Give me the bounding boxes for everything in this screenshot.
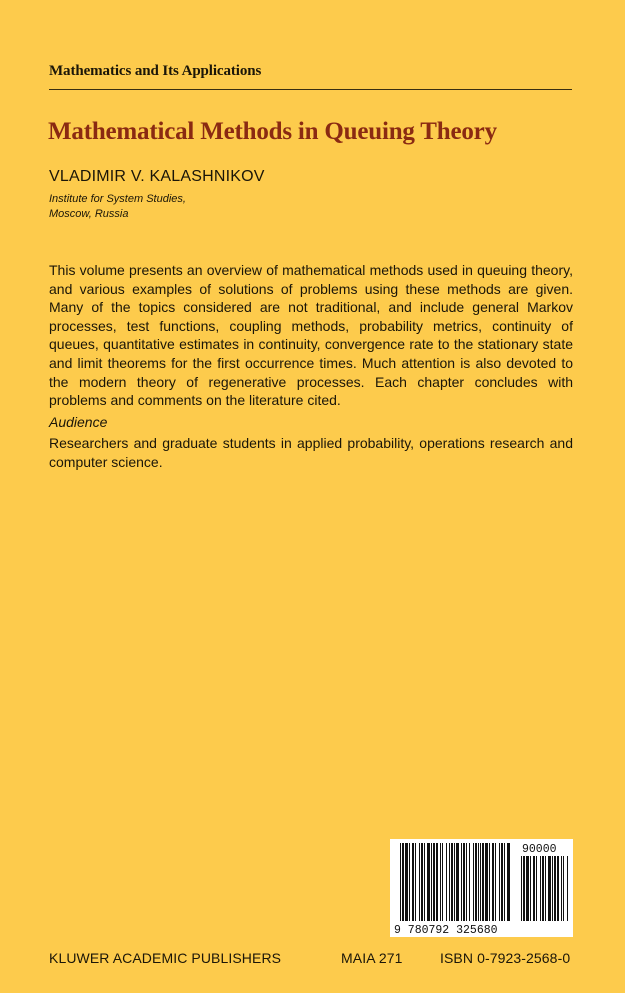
barcode-bar xyxy=(466,843,467,921)
barcode-bars xyxy=(400,843,510,921)
barcode-bar xyxy=(489,843,490,921)
barcode-bar xyxy=(480,843,481,921)
barcode-bar xyxy=(521,856,522,921)
barcode-bar xyxy=(427,843,430,921)
barcode-bar xyxy=(412,843,414,921)
book-abstract: This volume presents an overview of mathematical methods used in queuing theory, and various examples of solutions of problems using these methods are given. Many of the topics considered are not traditional, and include general Markov processes, test functions, coupling methods, probability metrics, continuity of queues, quantitative estimates in continuity, convergence rate to the stationary state and limit theorems for the first occurrence times. Much attention is also devoted to the modern theory of regenerative processes. Each chapter concludes with problems and comments on the literature cited. xyxy=(49,262,573,409)
isbn-barcode xyxy=(390,839,573,937)
barcode-addon-bars xyxy=(521,856,568,921)
audience-text: Researchers and graduate students in applied probability, operations research and computer science. xyxy=(49,435,573,470)
barcode-bar xyxy=(469,843,470,921)
barcode-bar xyxy=(433,843,435,921)
barcode-bar xyxy=(495,843,496,921)
barcode-bar xyxy=(424,843,425,921)
series-code: MAIA 271 xyxy=(341,950,403,966)
barcode-bar xyxy=(421,843,423,921)
barcode-bar xyxy=(540,856,541,921)
barcode-bar xyxy=(542,856,544,921)
barcode-bar xyxy=(554,856,556,921)
affiliation-line-1: Institute for System Studies, xyxy=(49,193,186,205)
barcode-bar xyxy=(507,843,510,921)
audience-heading: Audience xyxy=(49,414,108,430)
barcode-bar xyxy=(449,843,450,921)
barcode-bar xyxy=(442,843,443,921)
barcode-bar xyxy=(436,843,438,921)
barcode-bar xyxy=(415,843,416,921)
author-affiliation xyxy=(49,192,186,222)
author-name: VLADIMIR V. KALASHNIKOV xyxy=(49,168,265,185)
barcode-bar xyxy=(526,856,529,921)
barcode-bar xyxy=(561,856,562,921)
series-divider xyxy=(49,89,572,90)
barcode-digits: 9 780792 325680 xyxy=(394,924,498,937)
barcode-bar xyxy=(440,843,441,921)
barcode-bar xyxy=(405,843,408,921)
barcode-bar xyxy=(536,856,537,921)
isbn-number: ISBN 0-7923-2568-0 xyxy=(440,950,571,966)
barcode-bar xyxy=(461,843,462,921)
book-title: Mathematical Methods in Queuing Theory xyxy=(48,118,497,145)
barcode-bar xyxy=(552,856,553,921)
barcode-bar xyxy=(409,843,410,921)
barcode-bar xyxy=(545,856,546,921)
barcode-bar xyxy=(499,843,500,921)
barcode-bar xyxy=(563,856,564,921)
barcode-bar xyxy=(567,856,568,921)
affiliation-line-2: Moscow, Russia xyxy=(49,208,129,220)
barcode-bar xyxy=(451,843,453,921)
barcode-bar xyxy=(456,843,459,921)
barcode-bar xyxy=(533,856,535,921)
barcode-bar xyxy=(504,843,505,921)
barcode-bar xyxy=(492,843,494,921)
barcode-bar xyxy=(454,843,455,921)
barcode-bar xyxy=(485,843,488,921)
barcode-bar xyxy=(446,843,447,921)
barcode-addon-digits: 90000 xyxy=(522,843,557,856)
barcode-bar xyxy=(463,843,465,921)
barcode-bar xyxy=(557,856,559,921)
barcode-bar xyxy=(523,856,525,921)
barcode-bar xyxy=(478,843,479,921)
barcode-bar xyxy=(548,856,551,921)
barcode-bar xyxy=(402,843,404,921)
publisher-name: KLUWER ACADEMIC PUBLISHERS xyxy=(49,950,282,966)
barcode-bar xyxy=(501,843,503,921)
barcode-bar xyxy=(400,843,401,921)
barcode-bar xyxy=(482,843,484,921)
barcode-bar xyxy=(431,843,432,921)
barcode-bar xyxy=(530,856,531,921)
barcode-bar xyxy=(473,843,474,921)
series-name: Mathematics and Its Applications xyxy=(49,63,262,79)
barcode-bar xyxy=(419,843,420,921)
barcode-bar xyxy=(475,843,477,921)
